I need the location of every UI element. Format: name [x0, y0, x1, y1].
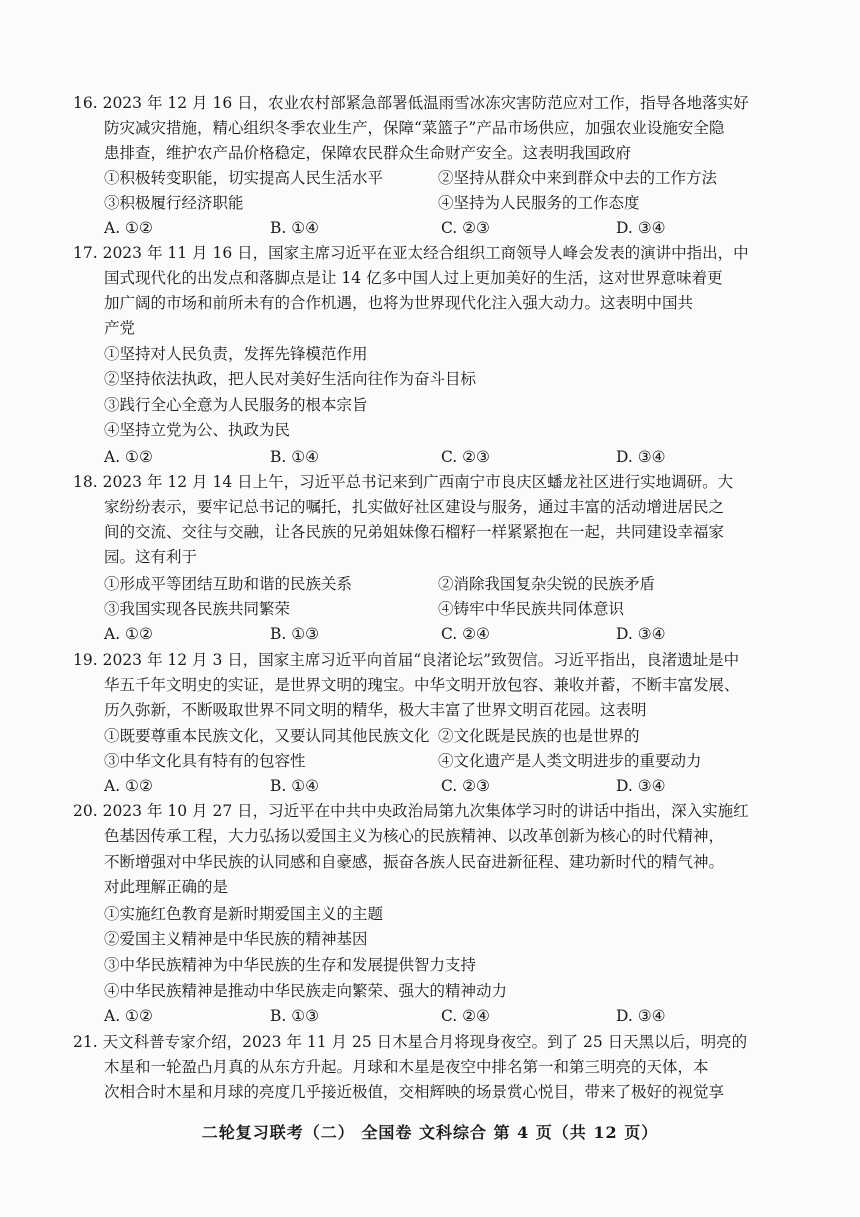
statement-item: ②爱国主义精神是中华民族的精神基因 — [104, 930, 368, 948]
answer-choice-b[interactable]: B. ①④ — [270, 448, 320, 466]
answer-choice-c[interactable]: C. ②③ — [441, 219, 490, 237]
question-stem-line: 色基因传承工程，大力弘扬以爱国主义为核心的民族精神、以改革创新为核心的时代精神， — [104, 827, 725, 845]
statement-item: ③中华民族精神为中华民族的生存和发展提供智力支持 — [104, 956, 477, 974]
answer-choice-a[interactable]: A. ①② — [104, 219, 153, 237]
statement-item: ④中华民族精神是推动中华民族走向繁荣、强大的精神动力 — [104, 982, 508, 1000]
question-stem-line: 家纷纷表示，要牢记总书记的嘱托，扎实做好社区建设与服务，通过丰富的活动增进居民之 — [104, 498, 725, 516]
question-stem-line: 21. 天文科普专家介绍，2023 年 11 月 25 日木星合月将现身夜空。到了 25 日天黑以后，明亮的 — [73, 1033, 748, 1051]
answer-choice-d[interactable]: D. ③④ — [616, 219, 666, 237]
answer-choice-d[interactable]: D. ③④ — [616, 1007, 666, 1025]
question-stem-line: 20. 2023 年 10 月 27 日，习近平在中共中央政治局第九次集体学习时的讲话中指出，深入实施红 — [73, 802, 749, 820]
answer-choice-a[interactable]: A. ①② — [104, 625, 153, 643]
answer-choice-c[interactable]: C. ②④ — [441, 625, 490, 643]
statement-item: ①坚持对人民负责，发挥先锋模范作用 — [104, 345, 368, 363]
answer-choice-d[interactable]: D. ③④ — [616, 777, 666, 795]
statement-item: ③践行全心全意为人民服务的根本宗旨 — [104, 396, 368, 414]
question-stem-line: 加广阔的市场和前所未有的合作机遇，也将为世界现代化注入强大动力。这表明中国共 — [104, 294, 694, 312]
statement-item: ④铸牢中华民族共同体意识 — [438, 600, 625, 618]
statement-item: ①形成平等团结互助和谐的民族关系 — [104, 575, 353, 593]
answer-choice-b[interactable]: B. ①③ — [270, 625, 320, 643]
page-footer: 二轮复习联考（二） 全国卷 文科综合 第 4 页（共 12 页） — [201, 1123, 659, 1142]
answer-choice-a[interactable]: A. ①② — [104, 448, 153, 466]
question-stem-line: 16. 2023 年 12 月 16 日，农业农村部紧急部署低温雨雪冰冻灾害防范应对工作，指导各地落实好 — [73, 94, 749, 112]
question-stem-line: 华五千年文明史的实证，是世界文明的瑰宝。中华文明开放包容、兼收并蓄，不断丰富发展、 — [104, 676, 740, 694]
question-stem-line: 19. 2023 年 12 月 3 日，国家主席习近平向首届“良渚论坛”致贺信。习近平指出，良渚遗址是中 — [73, 651, 740, 669]
question-stem-line: 木星和一轮盈凸月真的从东方升起。月球和木星是夜空中排名第一和第三明亮的天体，本 — [104, 1058, 709, 1076]
statement-item: ③我国实现各民族共同繁荣 — [104, 600, 291, 618]
statement-item: ④坚持为人民服务的工作态度 — [438, 194, 640, 212]
question-stem-line: 17. 2023 年 11 月 16 日，国家主席习近平在亚太经合组织工商领导人峰会发表的演讲中指出，中 — [73, 244, 749, 262]
question-stem-line: 历久弥新，不断吸取世界不同文明的精华，极大丰富了世界文明百花园。这表明 — [104, 701, 647, 719]
question-stem-line: 间的交流、交往与交融，让各民族的兄弟姐妹像石榴籽一样紧紧抱在一起，共同建设幸福家 — [104, 523, 725, 541]
answer-choice-b[interactable]: B. ①③ — [270, 1007, 320, 1025]
question-stem-line: 患排查，维护农产品价格稳定，保障农民群众生命财产安全。这表明我国政府 — [104, 144, 632, 162]
answer-choice-d[interactable]: D. ③④ — [616, 448, 666, 466]
question-stem-line: 对此理解正确的是 — [104, 878, 229, 896]
question-stem-line: 园。这有利于 — [104, 548, 198, 566]
question-stem-line: 不断增强对中华民族的认同感和自豪感，振奋各族人民奋进新征程、建功新时代的精气神。 — [104, 853, 725, 871]
statement-item: ①既要尊重本民族文化，又要认同其他民族文化 — [104, 727, 430, 745]
answer-choice-a[interactable]: A. ①② — [104, 1007, 153, 1025]
question-stem-line: 国式现代化的出发点和落脚点是让 14 亿多中国人过上更加美好的生活，这对世界意味着更 — [104, 269, 723, 287]
answer-choice-c[interactable]: C. ②④ — [441, 1007, 490, 1025]
answer-choice-b[interactable]: B. ①④ — [270, 777, 320, 795]
statement-item: ④文化遗产是人类文明进步的重要动力 — [438, 752, 702, 770]
statement-item: ①积极转变职能，切实提高人民生活水平 — [104, 169, 384, 187]
answer-choice-d[interactable]: D. ③④ — [616, 625, 666, 643]
statement-item: ②消除我国复杂尖锐的民族矛盾 — [438, 575, 656, 593]
question-stem-line: 18. 2023 年 12 月 14 日上午，习近平总书记来到广西南宁市良庆区蟠龙社区进行实地调研。大 — [73, 473, 734, 491]
question-stem-line: 防灾减灾措施，精心组织冬季农业生产，保障“菜篮子”产品市场供应，加强农业设施安全隐 — [104, 119, 725, 137]
question-stem-line: 产党 — [104, 319, 136, 337]
question-stem-line: 次相合时木星和月球的亮度几乎接近极值，交相辉映的场景赏心悦目，带来了极好的视觉享 — [104, 1083, 725, 1101]
answer-choice-a[interactable]: A. ①② — [104, 777, 153, 795]
answer-choice-c[interactable]: C. ②③ — [441, 448, 490, 466]
statement-item: ③中华文化具有特有的包容性 — [104, 752, 306, 770]
statement-item: ①实施红色教育是新时期爱国主义的主题 — [104, 905, 384, 923]
statement-item: ②坚持依法执政，把人民对美好生活向往作为奋斗目标 — [104, 370, 477, 388]
statement-item: ③积极履行经济职能 — [104, 194, 244, 212]
answer-choice-b[interactable]: B. ①④ — [270, 219, 320, 237]
answer-choice-c[interactable]: C. ②③ — [441, 777, 490, 795]
statement-item: ④坚持立党为公、执政为民 — [104, 421, 291, 439]
statement-item: ②文化既是民族的也是世界的 — [438, 727, 640, 745]
statement-item: ②坚持从群众中来到群众中去的工作方法 — [438, 169, 718, 187]
